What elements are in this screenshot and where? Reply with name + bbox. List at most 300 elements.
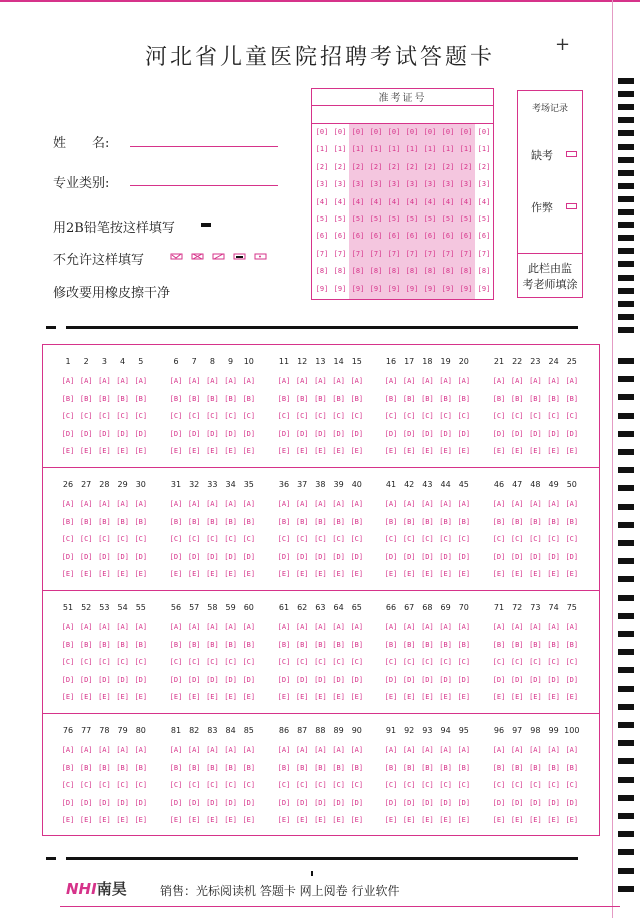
answer-bubble[interactable]: [E] xyxy=(61,816,75,825)
answer-bubble[interactable]: [D] xyxy=(350,798,364,807)
ticket-digit-bubble[interactable]: [5] xyxy=(315,215,329,223)
answer-bubble[interactable]: [A] xyxy=(98,623,111,631)
answer-bubble[interactable]: [D] xyxy=(565,552,579,561)
ticket-digit-bubble[interactable]: [5] xyxy=(477,215,491,223)
answer-bubble[interactable]: [B] xyxy=(492,517,506,526)
answer-bubble[interactable]: [B] xyxy=(439,517,452,526)
answer-bubble[interactable]: [A] xyxy=(169,746,183,754)
answer-bubble[interactable]: [C] xyxy=(510,781,524,790)
answer-bubble[interactable]: [E] xyxy=(169,816,183,825)
ticket-digit-bubble[interactable]: [0] xyxy=(315,128,329,136)
answer-bubble[interactable]: [B] xyxy=(350,517,364,526)
answer-bubble[interactable]: [A] xyxy=(116,746,129,754)
answer-bubble[interactable]: [C] xyxy=(384,412,398,421)
answer-bubble[interactable]: [D] xyxy=(421,552,434,561)
ticket-digit-bubble[interactable]: [7] xyxy=(477,249,491,258)
ticket-digit-bubble[interactable]: [3] xyxy=(423,180,437,189)
answer-bubble[interactable]: [C] xyxy=(116,658,129,667)
answer-bubble[interactable]: [C] xyxy=(134,781,148,790)
answer-bubble[interactable]: [E] xyxy=(492,816,506,825)
answer-bubble[interactable]: [B] xyxy=(295,394,309,403)
answer-bubble[interactable]: [B] xyxy=(421,763,434,772)
answer-bubble[interactable]: [E] xyxy=(350,447,364,456)
ticket-digit-bubble[interactable]: [8] xyxy=(333,267,347,276)
answer-bubble[interactable]: [C] xyxy=(187,658,201,667)
answer-bubble[interactable]: [C] xyxy=(457,658,471,667)
answer-bubble[interactable]: [C] xyxy=(547,781,560,790)
answer-bubble[interactable]: [B] xyxy=(332,394,345,403)
answer-bubble[interactable]: [E] xyxy=(116,693,129,702)
answer-bubble[interactable]: [C] xyxy=(384,535,398,544)
answer-bubble[interactable]: [C] xyxy=(169,658,183,667)
answer-bubble[interactable]: [E] xyxy=(134,693,148,702)
answer-bubble[interactable]: [B] xyxy=(277,394,291,403)
answer-bubble[interactable]: [A] xyxy=(350,623,364,631)
ticket-digit-bubble[interactable]: [0] xyxy=(351,128,365,136)
answer-bubble[interactable]: [D] xyxy=(98,552,111,561)
answer-bubble[interactable]: [C] xyxy=(529,412,542,421)
cheat-bubble[interactable] xyxy=(566,203,577,209)
answer-bubble[interactable]: [B] xyxy=(61,394,75,403)
answer-bubble[interactable]: [A] xyxy=(224,377,237,385)
answer-bubble[interactable]: [B] xyxy=(402,763,416,772)
ticket-digit-bubble[interactable]: [0] xyxy=(423,128,437,136)
answer-bubble[interactable]: [D] xyxy=(332,429,345,438)
answer-bubble[interactable]: [A] xyxy=(98,746,111,754)
answer-bubble[interactable]: [A] xyxy=(510,500,524,508)
ticket-digit-bubble[interactable]: [1] xyxy=(405,145,419,154)
absent-bubble[interactable] xyxy=(566,151,577,157)
ticket-digit-bubble[interactable]: [5] xyxy=(459,215,473,223)
answer-bubble[interactable]: [E] xyxy=(314,693,327,702)
answer-bubble[interactable]: [D] xyxy=(116,429,129,438)
answer-bubble[interactable]: [E] xyxy=(134,447,148,456)
answer-bubble[interactable]: [D] xyxy=(332,675,345,684)
answer-bubble[interactable]: [A] xyxy=(61,746,75,754)
answer-bubble[interactable]: [E] xyxy=(547,447,560,456)
answer-bubble[interactable]: [D] xyxy=(547,429,560,438)
answer-bubble[interactable]: [C] xyxy=(314,781,327,790)
answer-bubble[interactable]: [D] xyxy=(98,429,111,438)
answer-bubble[interactable]: [D] xyxy=(224,798,237,807)
answer-bubble[interactable]: [C] xyxy=(402,412,416,421)
answer-bubble[interactable]: [E] xyxy=(134,816,148,825)
answer-bubble[interactable]: [A] xyxy=(61,500,75,508)
answer-bubble[interactable]: [E] xyxy=(79,570,93,579)
ticket-digit-bubble[interactable]: [8] xyxy=(315,267,329,276)
answer-bubble[interactable]: [D] xyxy=(565,429,579,438)
answer-bubble[interactable]: [C] xyxy=(187,781,201,790)
answer-bubble[interactable]: [C] xyxy=(402,781,416,790)
ticket-digit-bubble[interactable]: [7] xyxy=(387,249,401,258)
answer-bubble[interactable]: [A] xyxy=(206,623,219,631)
answer-bubble[interactable]: [B] xyxy=(492,640,506,649)
ticket-digit-bubble[interactable]: [7] xyxy=(441,249,455,258)
answer-bubble[interactable]: [B] xyxy=(314,517,327,526)
answer-bubble[interactable]: [C] xyxy=(547,535,560,544)
answer-bubble[interactable]: [D] xyxy=(98,675,111,684)
answer-bubble[interactable]: [A] xyxy=(79,500,93,508)
answer-bubble[interactable]: [C] xyxy=(529,658,542,667)
answer-bubble[interactable]: [E] xyxy=(314,816,327,825)
answer-bubble[interactable]: [C] xyxy=(565,658,579,667)
answer-bubble[interactable]: [C] xyxy=(314,535,327,544)
answer-bubble[interactable]: [D] xyxy=(492,675,506,684)
ticket-digit-bubble[interactable]: [0] xyxy=(333,128,347,136)
answer-bubble[interactable]: [A] xyxy=(421,746,434,754)
answer-bubble[interactable]: [E] xyxy=(187,816,201,825)
answer-bubble[interactable]: [E] xyxy=(529,570,542,579)
answer-bubble[interactable]: [A] xyxy=(98,377,111,385)
answer-bubble[interactable]: [D] xyxy=(510,798,524,807)
answer-bubble[interactable]: [E] xyxy=(98,816,111,825)
answer-bubble[interactable]: [B] xyxy=(169,640,183,649)
answer-bubble[interactable]: [E] xyxy=(384,816,398,825)
answer-bubble[interactable]: [C] xyxy=(277,535,291,544)
answer-bubble[interactable]: [C] xyxy=(116,535,129,544)
ticket-digit-bubble[interactable]: [2] xyxy=(369,162,383,171)
answer-bubble[interactable]: [B] xyxy=(61,517,75,526)
answer-bubble[interactable]: [A] xyxy=(492,377,506,385)
answer-bubble[interactable]: [D] xyxy=(242,552,256,561)
ticket-digit-bubble[interactable]: [7] xyxy=(423,249,437,258)
answer-bubble[interactable]: [B] xyxy=(402,517,416,526)
answer-bubble[interactable]: [C] xyxy=(421,535,434,544)
ticket-digit-bubble[interactable]: [1] xyxy=(459,145,473,154)
answer-bubble[interactable]: [B] xyxy=(98,517,111,526)
answer-bubble[interactable]: [B] xyxy=(295,640,309,649)
ticket-digit-bubble[interactable]: [3] xyxy=(459,180,473,189)
answer-bubble[interactable]: [B] xyxy=(384,640,398,649)
answer-bubble[interactable]: [C] xyxy=(510,535,524,544)
answer-bubble[interactable]: [B] xyxy=(242,763,256,772)
answer-bubble[interactable]: [E] xyxy=(116,447,129,456)
answer-bubble[interactable]: [A] xyxy=(421,377,434,385)
answer-bubble[interactable]: [E] xyxy=(439,570,452,579)
answer-bubble[interactable]: [D] xyxy=(134,675,148,684)
answer-bubble[interactable]: [C] xyxy=(206,658,219,667)
answer-bubble[interactable]: [D] xyxy=(439,552,452,561)
answer-bubble[interactable]: [D] xyxy=(169,675,183,684)
answer-bubble[interactable]: [E] xyxy=(529,816,542,825)
answer-bubble[interactable]: [C] xyxy=(350,658,364,667)
ticket-digit-bubble[interactable]: [5] xyxy=(387,215,401,223)
answer-bubble[interactable]: [B] xyxy=(134,517,148,526)
ticket-digit-bubble[interactable]: [4] xyxy=(477,197,491,206)
answer-bubble[interactable]: [E] xyxy=(98,447,111,456)
answer-bubble[interactable]: [A] xyxy=(384,623,398,631)
answer-bubble[interactable]: [A] xyxy=(510,377,524,385)
answer-bubble[interactable]: [D] xyxy=(457,429,471,438)
answer-bubble[interactable]: [E] xyxy=(529,693,542,702)
answer-bubble[interactable]: [D] xyxy=(384,429,398,438)
answer-bubble[interactable]: [B] xyxy=(98,394,111,403)
answer-bubble[interactable]: [E] xyxy=(565,570,579,579)
ticket-digit-bubble[interactable]: [8] xyxy=(405,267,419,276)
answer-bubble[interactable]: [A] xyxy=(242,377,256,385)
answer-bubble[interactable]: [A] xyxy=(79,746,93,754)
answer-bubble[interactable]: [D] xyxy=(79,429,93,438)
answer-bubble[interactable]: [B] xyxy=(529,763,542,772)
answer-bubble[interactable]: [D] xyxy=(116,798,129,807)
answer-bubble[interactable]: [E] xyxy=(277,816,291,825)
answer-bubble[interactable]: [D] xyxy=(169,429,183,438)
answer-bubble[interactable]: [D] xyxy=(224,675,237,684)
answer-bubble[interactable]: [A] xyxy=(277,500,291,508)
answer-bubble[interactable]: [C] xyxy=(134,658,148,667)
answer-bubble[interactable]: [D] xyxy=(98,798,111,807)
answer-bubble[interactable]: [A] xyxy=(384,746,398,754)
answer-bubble[interactable]: [E] xyxy=(98,570,111,579)
answer-bubble[interactable]: [B] xyxy=(439,640,452,649)
answer-bubble[interactable]: [D] xyxy=(314,429,327,438)
answer-bubble[interactable]: [B] xyxy=(457,763,471,772)
answer-bubble[interactable]: [A] xyxy=(314,377,327,385)
answer-bubble[interactable]: [B] xyxy=(206,517,219,526)
answer-bubble[interactable]: [E] xyxy=(421,570,434,579)
answer-bubble[interactable]: [E] xyxy=(350,816,364,825)
ticket-digit-bubble[interactable]: [5] xyxy=(423,215,437,223)
answer-bubble[interactable]: [D] xyxy=(295,429,309,438)
answer-bubble[interactable]: [C] xyxy=(206,781,219,790)
answer-bubble[interactable]: [C] xyxy=(314,658,327,667)
answer-bubble[interactable]: [B] xyxy=(242,394,256,403)
answer-bubble[interactable]: [B] xyxy=(116,394,129,403)
answer-bubble[interactable]: [B] xyxy=(61,763,75,772)
answer-bubble[interactable]: [E] xyxy=(187,447,201,456)
answer-bubble[interactable]: [A] xyxy=(492,623,506,631)
answer-bubble[interactable]: [C] xyxy=(421,412,434,421)
answer-bubble[interactable]: [D] xyxy=(492,429,506,438)
answer-bubble[interactable]: [A] xyxy=(439,623,452,631)
answer-bubble[interactable]: [A] xyxy=(510,746,524,754)
answer-bubble[interactable]: [C] xyxy=(169,412,183,421)
answer-bubble[interactable]: [C] xyxy=(206,412,219,421)
answer-bubble[interactable]: [A] xyxy=(277,746,291,754)
answer-bubble[interactable]: [D] xyxy=(457,798,471,807)
ticket-digit-bubble[interactable]: [6] xyxy=(441,232,455,241)
answer-bubble[interactable]: [B] xyxy=(314,394,327,403)
answer-bubble[interactable]: [C] xyxy=(439,412,452,421)
answer-bubble[interactable]: [D] xyxy=(350,675,364,684)
answer-bubble[interactable]: [C] xyxy=(79,412,93,421)
answer-bubble[interactable]: [A] xyxy=(384,377,398,385)
answer-bubble[interactable]: [D] xyxy=(295,675,309,684)
answer-bubble[interactable]: [B] xyxy=(492,394,506,403)
ticket-digit-bubble[interactable]: [0] xyxy=(441,128,455,136)
answer-bubble[interactable]: [E] xyxy=(295,447,309,456)
answer-bubble[interactable]: [C] xyxy=(421,781,434,790)
answer-bubble[interactable]: [B] xyxy=(314,763,327,772)
answer-bubble[interactable]: [E] xyxy=(187,570,201,579)
answer-bubble[interactable]: [A] xyxy=(277,623,291,631)
answer-bubble[interactable]: [B] xyxy=(134,394,148,403)
answer-bubble[interactable]: [B] xyxy=(224,517,237,526)
answer-bubble[interactable]: [A] xyxy=(116,623,129,631)
answer-bubble[interactable]: [A] xyxy=(492,500,506,508)
answer-bubble[interactable]: [B] xyxy=(61,640,75,649)
answer-bubble[interactable]: [A] xyxy=(206,746,219,754)
answer-bubble[interactable]: [A] xyxy=(547,500,560,508)
answer-bubble[interactable]: [A] xyxy=(61,623,75,631)
answer-bubble[interactable]: [C] xyxy=(529,535,542,544)
answer-bubble[interactable]: [C] xyxy=(98,535,111,544)
answer-bubble[interactable]: [B] xyxy=(242,517,256,526)
answer-bubble[interactable]: [B] xyxy=(116,763,129,772)
answer-bubble[interactable]: [A] xyxy=(350,500,364,508)
answer-bubble[interactable]: [D] xyxy=(295,552,309,561)
answer-bubble[interactable]: [E] xyxy=(492,693,506,702)
answer-bubble[interactable]: [A] xyxy=(457,746,471,754)
answer-bubble[interactable]: [E] xyxy=(547,816,560,825)
answer-bubble[interactable]: [E] xyxy=(314,447,327,456)
answer-bubble[interactable]: [B] xyxy=(510,517,524,526)
answer-bubble[interactable]: [E] xyxy=(224,447,237,456)
answer-bubble[interactable]: [E] xyxy=(547,570,560,579)
answer-bubble[interactable]: [B] xyxy=(206,763,219,772)
answer-bubble[interactable]: [D] xyxy=(492,798,506,807)
answer-bubble[interactable]: [C] xyxy=(277,412,291,421)
answer-bubble[interactable]: [D] xyxy=(529,675,542,684)
answer-bubble[interactable]: [A] xyxy=(134,623,148,631)
ticket-digit-bubble[interactable]: [6] xyxy=(351,232,365,241)
ticket-digit-bubble[interactable]: [9] xyxy=(333,284,347,293)
ticket-digit-bubble[interactable]: [8] xyxy=(423,267,437,276)
answer-bubble[interactable]: [C] xyxy=(116,412,129,421)
ticket-digit-bubble[interactable]: [7] xyxy=(315,249,329,258)
answer-bubble[interactable]: [B] xyxy=(206,394,219,403)
ticket-digit-bubble[interactable]: [7] xyxy=(459,249,473,258)
answer-bubble[interactable]: [A] xyxy=(314,746,327,754)
answer-bubble[interactable]: [B] xyxy=(98,640,111,649)
ticket-digit-bubble[interactable]: [8] xyxy=(459,267,473,276)
answer-bubble[interactable]: [D] xyxy=(242,675,256,684)
answer-bubble[interactable]: [E] xyxy=(332,447,345,456)
answer-bubble[interactable]: [B] xyxy=(332,763,345,772)
ticket-digit-bubble[interactable]: [0] xyxy=(477,128,491,136)
answer-bubble[interactable]: [E] xyxy=(206,693,219,702)
answer-bubble[interactable]: [C] xyxy=(350,535,364,544)
ticket-digit-bubble[interactable]: [4] xyxy=(351,197,365,206)
ticket-digit-bubble[interactable]: [9] xyxy=(369,284,383,293)
answer-bubble[interactable]: [C] xyxy=(98,658,111,667)
answer-bubble[interactable]: [B] xyxy=(421,517,434,526)
answer-bubble[interactable]: [B] xyxy=(332,640,345,649)
answer-bubble[interactable]: [E] xyxy=(206,447,219,456)
answer-bubble[interactable]: [C] xyxy=(510,658,524,667)
answer-bubble[interactable]: [A] xyxy=(134,500,148,508)
answer-bubble[interactable]: [D] xyxy=(295,798,309,807)
answer-bubble[interactable]: [E] xyxy=(116,816,129,825)
answer-bubble[interactable]: [C] xyxy=(61,412,75,421)
answer-bubble[interactable]: [B] xyxy=(384,394,398,403)
answer-bubble[interactable]: [E] xyxy=(277,570,291,579)
answer-bubble[interactable]: [A] xyxy=(402,377,416,385)
answer-bubble[interactable]: [A] xyxy=(510,623,524,631)
answer-bubble[interactable]: [E] xyxy=(421,816,434,825)
answer-bubble[interactable]: [B] xyxy=(510,394,524,403)
answer-bubble[interactable]: [E] xyxy=(402,816,416,825)
answer-bubble[interactable]: [B] xyxy=(457,517,471,526)
ticket-digit-bubble[interactable]: [6] xyxy=(477,232,491,241)
answer-bubble[interactable]: [B] xyxy=(277,763,291,772)
answer-bubble[interactable]: [E] xyxy=(421,447,434,456)
answer-bubble[interactable]: [A] xyxy=(224,746,237,754)
answer-bubble[interactable]: [C] xyxy=(295,535,309,544)
answer-bubble[interactable]: [E] xyxy=(421,693,434,702)
answer-bubble[interactable]: [D] xyxy=(242,429,256,438)
ticket-digit-bubble[interactable]: [1] xyxy=(477,145,491,154)
ticket-digit-bubble[interactable]: [6] xyxy=(333,232,347,241)
answer-bubble[interactable]: [A] xyxy=(565,623,579,631)
answer-bubble[interactable]: [E] xyxy=(224,570,237,579)
answer-bubble[interactable]: [D] xyxy=(206,798,219,807)
answer-bubble[interactable]: [D] xyxy=(134,429,148,438)
ticket-digit-bubble[interactable]: [6] xyxy=(369,232,383,241)
answer-bubble[interactable]: [D] xyxy=(242,798,256,807)
ticket-digit-bubble[interactable]: [9] xyxy=(387,284,401,293)
answer-bubble[interactable]: [D] xyxy=(61,798,75,807)
ticket-write-row[interactable] xyxy=(312,106,493,124)
answer-bubble[interactable]: [B] xyxy=(187,763,201,772)
answer-bubble[interactable]: [D] xyxy=(529,798,542,807)
ticket-digit-bubble[interactable]: [6] xyxy=(423,232,437,241)
ticket-digit-bubble[interactable]: [2] xyxy=(333,162,347,171)
answer-bubble[interactable]: [A] xyxy=(206,500,219,508)
answer-bubble[interactable]: [E] xyxy=(224,693,237,702)
ticket-digit-bubble[interactable]: [6] xyxy=(315,232,329,241)
answer-bubble[interactable]: [A] xyxy=(187,500,201,508)
answer-bubble[interactable]: [A] xyxy=(314,500,327,508)
answer-bubble[interactable]: [E] xyxy=(224,816,237,825)
answer-bubble[interactable]: [A] xyxy=(79,623,93,631)
answer-bubble[interactable]: [A] xyxy=(295,746,309,754)
answer-bubble[interactable]: [E] xyxy=(61,570,75,579)
answer-bubble[interactable]: [A] xyxy=(421,623,434,631)
answer-bubble[interactable]: [E] xyxy=(439,816,452,825)
answer-bubble[interactable]: [B] xyxy=(492,763,506,772)
answer-bubble[interactable]: [A] xyxy=(457,623,471,631)
answer-bubble[interactable]: [D] xyxy=(169,798,183,807)
answer-bubble[interactable]: [C] xyxy=(457,535,471,544)
answer-bubble[interactable]: [A] xyxy=(242,623,256,631)
answer-bubble[interactable]: [D] xyxy=(277,552,291,561)
answer-bubble[interactable]: [E] xyxy=(295,693,309,702)
answer-bubble[interactable]: [E] xyxy=(350,693,364,702)
answer-bubble[interactable]: [D] xyxy=(314,675,327,684)
answer-bubble[interactable]: [D] xyxy=(565,798,579,807)
answer-bubble[interactable]: [A] xyxy=(134,746,148,754)
answer-bubble[interactable]: [E] xyxy=(277,693,291,702)
answer-bubble[interactable]: [B] xyxy=(295,517,309,526)
answer-bubble[interactable]: [A] xyxy=(439,500,452,508)
answer-bubble[interactable]: [E] xyxy=(242,816,256,825)
answer-bubble[interactable]: [C] xyxy=(242,412,256,421)
answer-bubble[interactable]: [B] xyxy=(169,517,183,526)
answer-bubble[interactable]: [B] xyxy=(421,640,434,649)
answer-bubble[interactable]: [B] xyxy=(529,517,542,526)
answer-bubble[interactable]: [B] xyxy=(565,640,579,649)
ticket-digit-bubble[interactable]: [9] xyxy=(477,284,491,293)
answer-bubble[interactable]: [B] xyxy=(510,640,524,649)
answer-bubble[interactable]: [C] xyxy=(169,535,183,544)
answer-bubble[interactable]: [B] xyxy=(206,640,219,649)
ticket-digit-bubble[interactable]: [1] xyxy=(333,145,347,154)
answer-bubble[interactable]: [B] xyxy=(350,394,364,403)
answer-bubble[interactable]: [E] xyxy=(492,570,506,579)
answer-bubble[interactable]: [A] xyxy=(547,623,560,631)
ticket-digit-bubble[interactable]: [8] xyxy=(351,267,365,276)
